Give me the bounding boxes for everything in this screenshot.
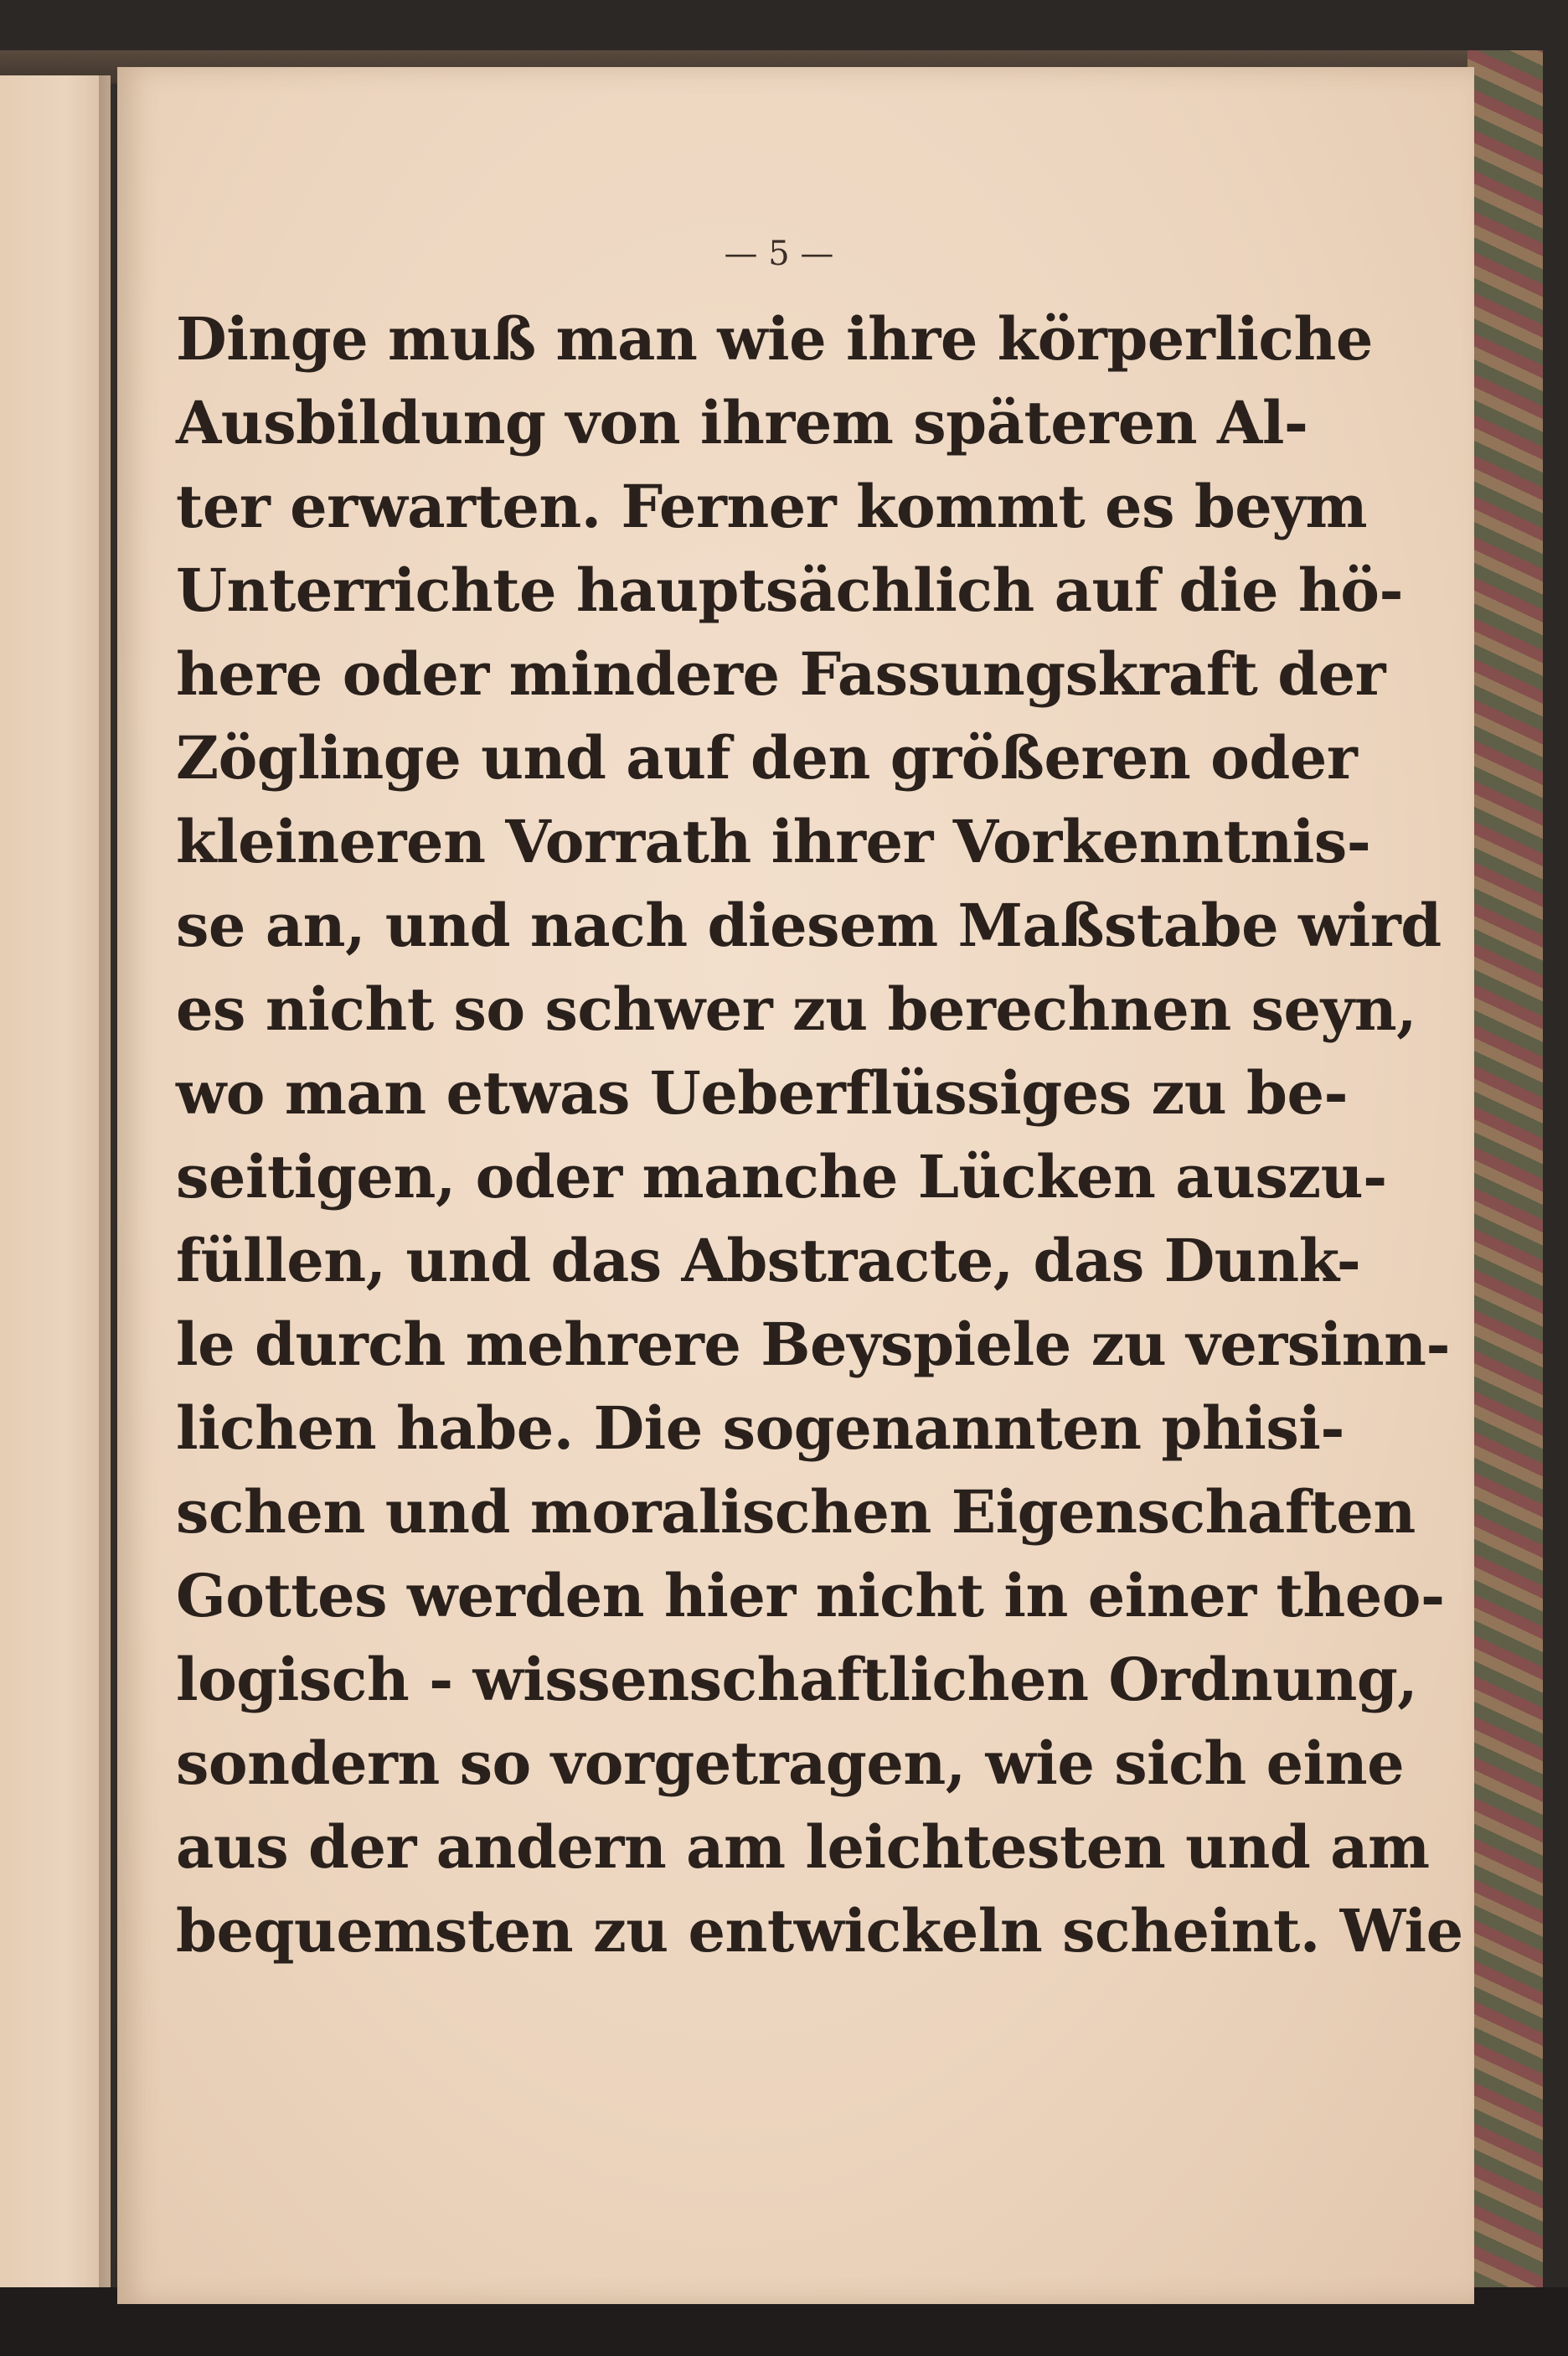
text-line: es nicht so schwer zu berechnen seyn,	[176, 974, 1416, 1044]
text-line: logisch - wissenschaftlichen Ordnung,	[176, 1645, 1418, 1714]
text-line: wo man etwas Ueberflüssiges zu be-	[176, 1058, 1349, 1128]
text-line: lichen habe. Die sogenannten phisi-	[176, 1393, 1344, 1463]
text-line: aus der andern am leichtesten und am	[176, 1812, 1430, 1882]
text-line: ter erwarten. Ferner kommt es beym	[176, 472, 1368, 541]
text-line: Ausbildung von ihrem späteren Al-	[176, 388, 1308, 457]
text-line: schen und moralischen Eigenschaften	[176, 1477, 1416, 1547]
page-number: — 5 —	[724, 235, 834, 273]
marbled-cover-edge	[1467, 50, 1543, 2296]
text-line: here oder mindere Fassungskraft der	[176, 639, 1386, 709]
text-line: seitigen, oder manche Lücken auszu-	[176, 1142, 1387, 1212]
text-line: kleineren Vorrath ihrer Vorkenntnis-	[176, 807, 1371, 876]
text-line: Zöglinge und auf den größeren oder	[176, 723, 1358, 793]
text-line: bequemsten zu entwickeln scheint. Wie	[176, 1896, 1463, 1966]
text-line: Gottes werden hier nicht in einer theo-	[176, 1561, 1445, 1630]
text-line: se an, und nach diesem Maßstabe wird	[176, 891, 1442, 960]
text-line: le durch mehrere Beyspiele zu versinn-	[176, 1310, 1451, 1379]
text-line: Dinge muß man wie ihre körperliche	[176, 304, 1373, 374]
text-line: Unterrichte hauptsächlich auf die hö-	[176, 555, 1404, 625]
text-line: sondern so vorgetragen, wie sich eine	[176, 1728, 1405, 1798]
left-page-edge	[0, 75, 111, 2304]
text-line: füllen, und das Abstracte, das Dunk-	[176, 1226, 1361, 1295]
body-text	[176, 297, 1463, 1973]
